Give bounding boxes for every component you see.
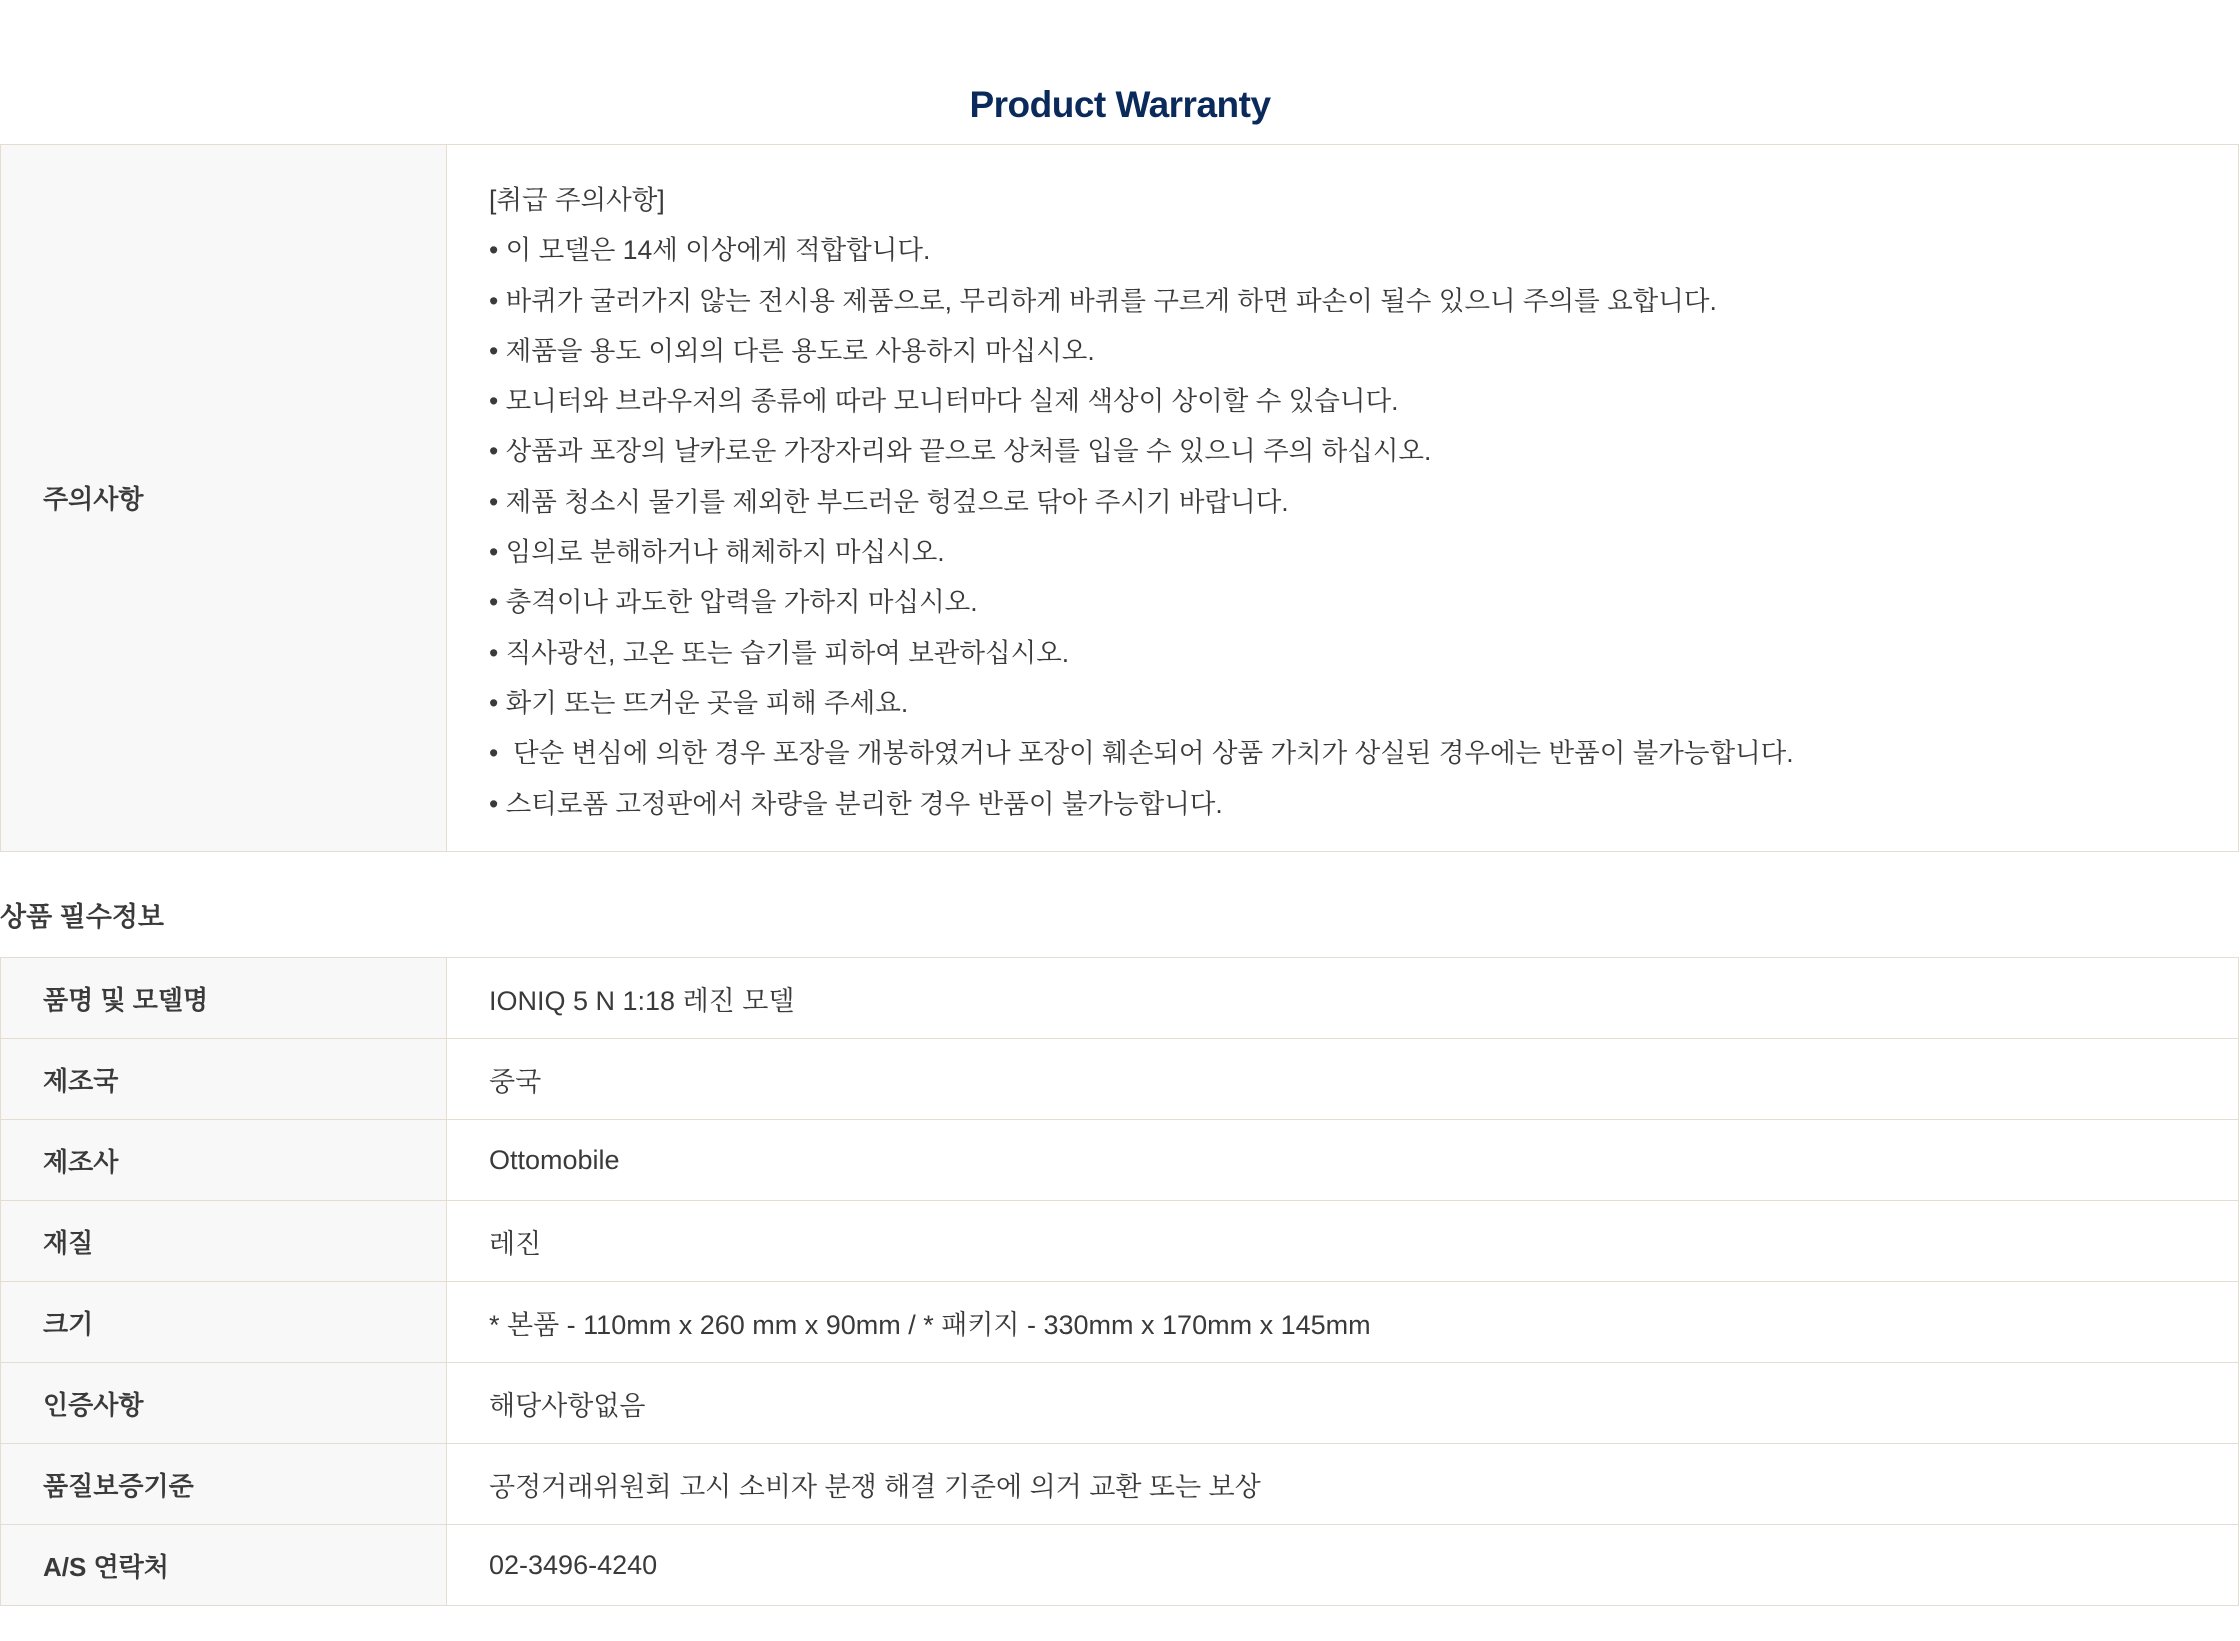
table-row [1,1039,2239,1120]
table-row [1,1201,2239,1282]
caution-heading: [취급 주의사항] [489,185,665,215]
caution-item: • 제품을 용도 이외의 다른 용도로 사용하지 마십시오. [489,335,1095,366]
caution-row [1,145,2239,852]
table-row [1,1444,2239,1525]
caution-table [0,144,2239,852]
caution-item: • 상품과 포장의 날카로운 가장자리와 끝으로 상처를 입을 수 있으니 주의 하십시오. [489,436,1432,467]
row-label-country: 제조국 [1,1039,447,1120]
row-value-as-contact: 02-3496-4240 [447,1525,2239,1606]
caution-item: • 직사광선, 고온 또는 습기를 피하여 보관하십시오. [489,637,1070,668]
table-row [1,1363,2239,1444]
caution-content [447,145,2239,852]
caution-item: • 단순 변심에 의한 경우 포장을 개봉하였거나 포장이 훼손되어 상품 가치가 상실된 경우에는 반품이 불가능합니다. [489,738,1794,769]
row-value-product-name: IONIQ 5 N 1:18 레진 모델 [447,958,2239,1039]
row-label-warranty-standard: 품질보증기준 [1,1444,447,1525]
row-label-certification: 인증사항 [1,1363,447,1444]
caution-label: 주의사항 [1,145,447,852]
caution-item: • 모니터와 브라우저의 종류에 따라 모니터마다 실제 색상이 상이할 수 있습니다. [489,386,1399,417]
row-label-product-name: 품명 및 모델명 [1,958,447,1039]
row-value-country: 중국 [447,1039,2239,1120]
row-value-manufacturer: Ottomobile [447,1120,2239,1201]
table-row [1,958,2239,1039]
table-row [1,1282,2239,1363]
product-info-table [0,957,2239,1606]
row-label-manufacturer: 제조사 [1,1120,447,1201]
caution-item: • 임의로 분해하거나 해체하지 마십시오. [489,537,945,568]
caution-item: • 제품 청소시 물기를 제외한 부드러운 헝겊으로 닦아 주시기 바랍니다. [489,486,1289,517]
row-label-size: 크기 [1,1282,447,1363]
table-row [1,1120,2239,1201]
table-row [1,1525,2239,1606]
product-info-section-title: 상품 필수정보 [0,902,164,932]
page-title: Product Warranty [969,83,1271,125]
row-value-size: * 본품 - 110mm x 260 mm x 90mm / * 패키지 - 330mm x 170mm x 145mm [447,1282,2239,1363]
row-value-warranty-standard: 공정거래위원회 고시 소비자 분쟁 해결 기준에 의거 교환 또는 보상 [447,1444,2239,1525]
caution-item: • 바퀴가 굴러가지 않는 전시용 제품으로, 무리하게 바퀴를 구르게 하면 파손이 될수 있으니 주의를 요합니다. [489,285,1717,316]
row-value-certification: 해당사항없음 [447,1363,2239,1444]
caution-list [489,145,2238,851]
caution-item: • 충격이나 과도한 압력을 가하지 마십시오. [489,587,978,618]
row-label-material: 재질 [1,1201,447,1282]
row-label-as-contact: A/S 연락처 [1,1525,447,1606]
caution-item: • 이 모델은 14세 이상에게 적합합니다. [489,235,931,266]
caution-item: • 스티로폼 고정판에서 차량을 분리한 경우 반품이 불가능합니다. [489,788,1223,819]
row-value-material: 레진 [447,1201,2239,1282]
caution-item: • 화기 또는 뜨거운 곳을 피해 주세요. [489,687,909,718]
